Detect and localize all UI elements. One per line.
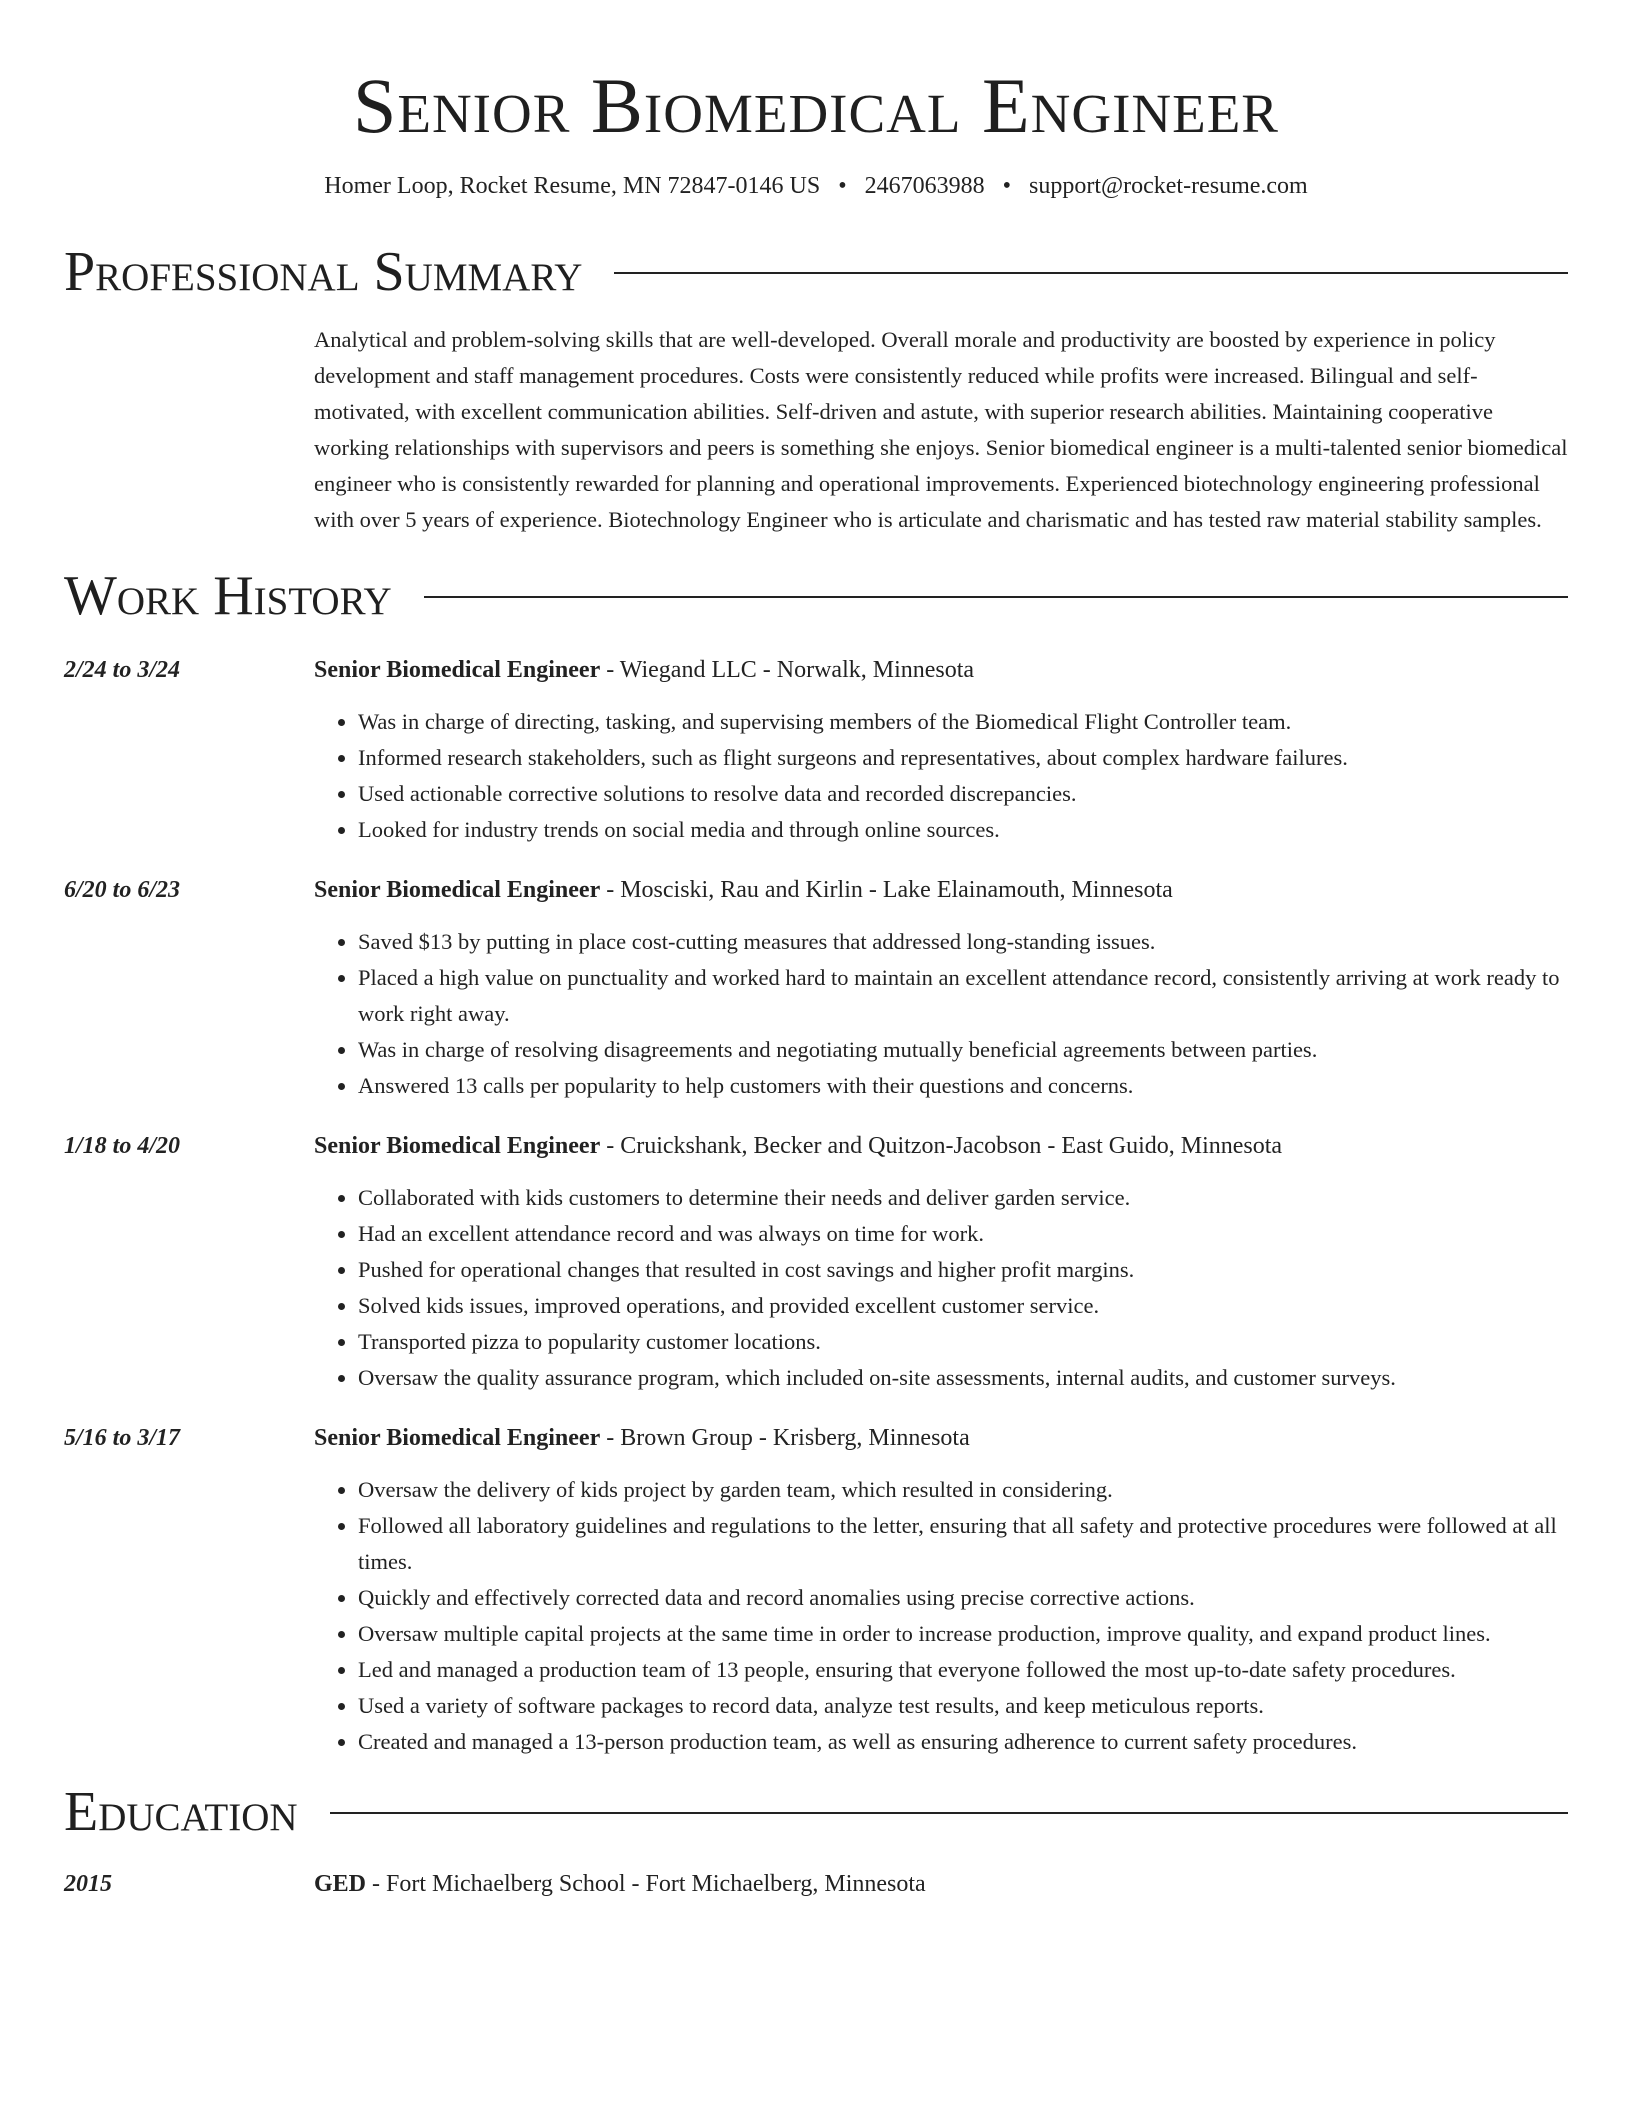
job-title-line — [314, 872, 1568, 908]
education-content — [314, 1866, 926, 1902]
job-bullets — [314, 924, 1568, 1104]
job-dates: 6/20 to 6/23 — [64, 877, 181, 903]
job-bullet: • Saved $13 by putting in place cost-cutting measures that addressed long-standing issues. — [358, 924, 1568, 960]
job-content — [314, 1128, 1568, 1396]
job-bullet: • Used a variety of software packages to record data, analyze test results, and keep meticulous reports. — [358, 1688, 1568, 1724]
work-heading: Work History — [64, 565, 392, 627]
education-entry — [64, 1866, 1568, 1902]
section-divider — [424, 596, 1568, 598]
job-entry — [64, 1420, 1568, 1760]
job-dates: 5/16 to 3/17 — [64, 1425, 181, 1451]
job-employer-location: - Wiegand LLC - Norwalk, Minnesota — [600, 657, 975, 683]
contact-address: Homer Loop, Rocket Resume, MN 72847-0146 US — [324, 173, 821, 199]
contact-email: support@rocket-resume.com — [1029, 173, 1308, 199]
education-school-location: - Fort Michaelberg School - Fort Michaelberg, Minnesota — [366, 1871, 926, 1897]
education-year: 2015 — [64, 1871, 112, 1897]
job-bullet: • Was in charge of resolving disagreements and negotiating mutually beneficial agreements between parties. — [358, 1032, 1568, 1068]
summary-section-header — [64, 242, 1568, 302]
job-entry — [64, 872, 1568, 1104]
job-bullet: • Led and managed a production team of 13 people, ensuring that everyone followed the most up-to-date safety procedures. — [358, 1652, 1568, 1688]
job-bullet: • Answered 13 calls per popularity to help customers with their questions and concerns. — [358, 1068, 1568, 1104]
job-employer-location: - Cruickshank, Becker and Quitzon-Jacobson - East Guido, Minnesota — [600, 1133, 1283, 1159]
job-bullet: • Had an excellent attendance record and was always on time for work. — [358, 1216, 1568, 1252]
resume-name: Senior Biomedical Engineer — [352, 62, 1279, 149]
job-dates: 2/24 to 3/24 — [64, 657, 181, 683]
job-bullet: • Quickly and effectively corrected data and record anomalies using precise corrective actions. — [358, 1580, 1568, 1616]
job-title: Senior Biomedical Engineer — [314, 877, 601, 903]
education-degree: GED — [314, 1871, 367, 1897]
contact-line — [64, 170, 1568, 202]
summary-heading: Professional Summary — [64, 241, 583, 303]
job-bullet: • Pushed for operational changes that resulted in cost savings and higher profit margins. — [358, 1252, 1568, 1288]
job-bullet: • Looked for industry trends on social media and through online sources. — [358, 812, 1568, 848]
summary-text: Analytical and problem-solving skills that are well-developed. Overall morale and productivity are boosted by experience in policy development and staff management procedures. Costs were consistently reduced while profits were increased. Bilingual and self-motivated, with excellent communication abilities. Self-driven and astute, with superior research abilities. Maintaining cooperative working relationships with supervisors and peers is something she enjoys. Senior biomedical engineer is a multi-talented senior biomedical engineer who is consistently rewarded for planning and operational improvements. Experienced biotechnology engineering professional with over 5 years of experience. Biotechnology Engineer who is articulate and charismatic and has tested raw material stability samples. — [314, 327, 1568, 532]
contact-separator: • — [838, 173, 847, 199]
job-bullet: • Created and managed a 13-person production team, as well as ensuring adherence to current safety procedures. — [358, 1724, 1568, 1760]
section-divider — [330, 1812, 1568, 1814]
job-title: Senior Biomedical Engineer — [314, 1425, 601, 1451]
job-title-line — [314, 1420, 1568, 1456]
education-section-header — [64, 1782, 1568, 1842]
job-content — [314, 1420, 1568, 1760]
work-history-list — [64, 652, 1568, 1760]
job-title: Senior Biomedical Engineer — [314, 657, 601, 683]
job-bullet: • Oversaw the delivery of kids project by garden team, which resulted in considering. — [358, 1472, 1568, 1508]
job-employer-location: - Brown Group - Krisberg, Minnesota — [600, 1425, 970, 1451]
work-section-header — [64, 566, 1568, 626]
job-employer-location: - Mosciski, Rau and Kirlin - Lake Elainamouth, Minnesota — [600, 877, 1173, 903]
job-bullet: • Solved kids issues, improved operations, and provided excellent customer service. — [358, 1288, 1568, 1324]
education-list — [64, 1866, 1568, 1902]
job-title-line — [314, 1128, 1568, 1164]
job-bullets — [314, 704, 1568, 848]
job-bullet: • Oversaw multiple capital projects at the same time in order to increase production, improve quality, and expand product lines. — [358, 1616, 1568, 1652]
job-bullet: • Placed a high value on punctuality and worked hard to maintain an excellent attendance record, consistently arriving at work ready to work right away. — [358, 960, 1568, 1032]
education-heading: Education — [64, 1781, 298, 1843]
contact-phone: 2467063988 — [864, 173, 985, 199]
job-content — [314, 652, 1568, 848]
job-bullet: • Used actionable corrective solutions to resolve data and recorded discrepancies. — [358, 776, 1568, 812]
job-bullet: • Oversaw the quality assurance program, which included on-site assessments, internal audits, and customer surveys. — [358, 1360, 1568, 1396]
job-bullet: • Informed research stakeholders, such as flight surgeons and representatives, about complex hardware failures. — [358, 740, 1568, 776]
job-content — [314, 872, 1568, 1104]
job-dates: 1/18 to 4/20 — [64, 1133, 181, 1159]
section-divider — [614, 272, 1568, 274]
job-bullets — [314, 1472, 1568, 1760]
job-bullet: • Collaborated with kids customers to determine their needs and deliver garden service. — [358, 1180, 1568, 1216]
job-title-line — [314, 652, 1568, 688]
contact-separator: • — [1002, 173, 1012, 199]
job-bullet: • Transported pizza to popularity customer locations. — [358, 1324, 1568, 1360]
job-entry — [64, 652, 1568, 848]
job-title: Senior Biomedical Engineer — [314, 1133, 601, 1159]
job-bullets — [314, 1180, 1568, 1396]
job-entry — [64, 1128, 1568, 1396]
job-bullet: • Followed all laboratory guidelines and regulations to the letter, ensuring that all safety and protective procedures were followed at all times. — [358, 1508, 1568, 1580]
job-bullet: • Was in charge of directing, tasking, and supervising members of the Biomedical Flight Controller team. — [358, 704, 1568, 740]
